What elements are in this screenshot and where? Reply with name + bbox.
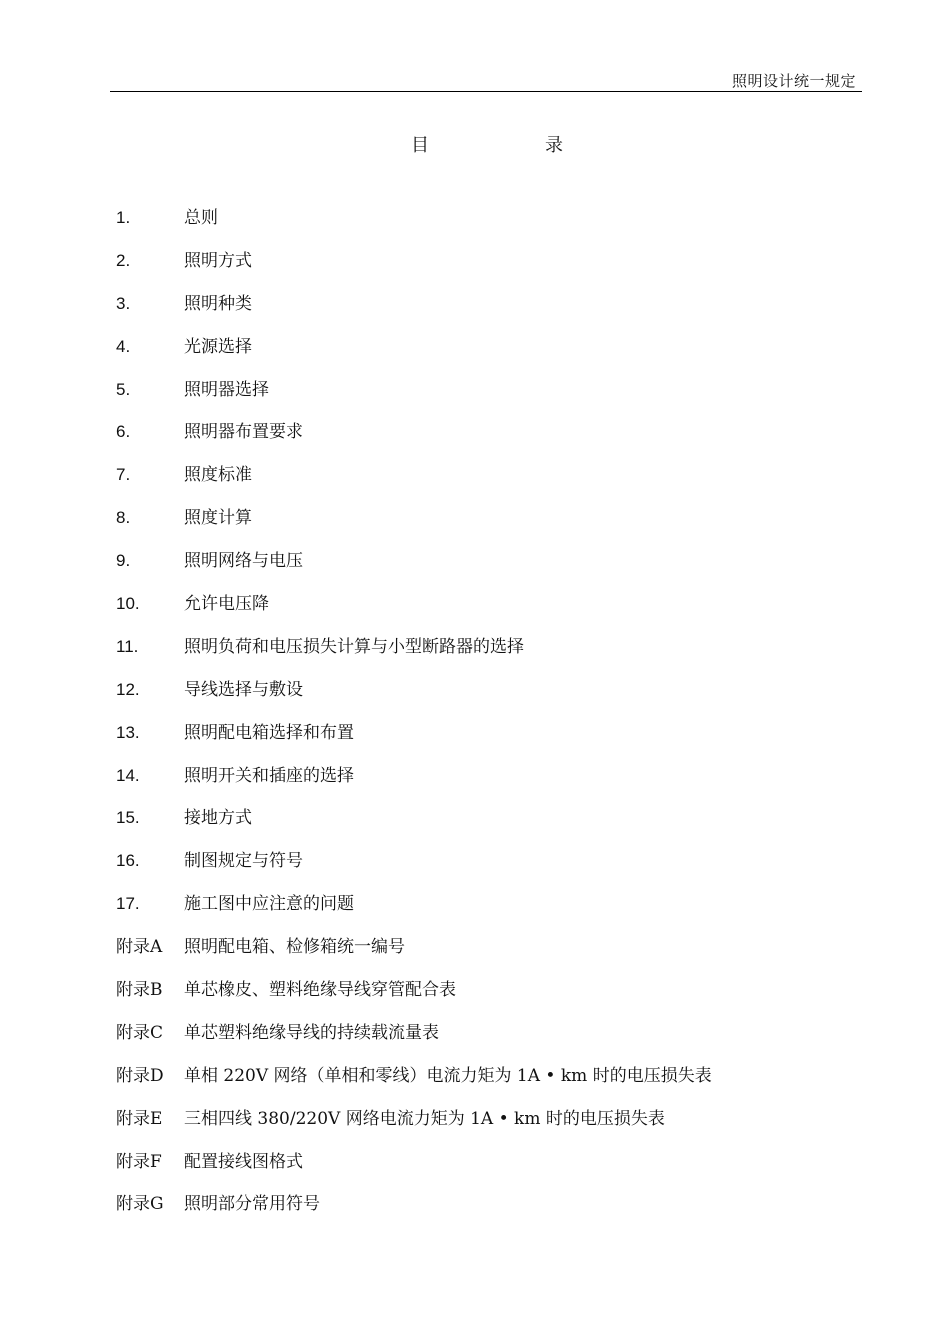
toc-entry-number: 11.	[116, 636, 139, 656]
toc-entry-title: 照明网络与电压	[184, 551, 303, 572]
toc-entry-appendix[interactable]	[116, 934, 712, 977]
toc-entry[interactable]	[116, 205, 712, 248]
toc-entry-title: 照明负荷和电压损失计算与小型断路器的选择	[184, 636, 524, 657]
toc-entry[interactable]	[116, 805, 712, 848]
toc-entry[interactable]	[116, 634, 712, 677]
toc-entry-appendix[interactable]	[116, 1149, 712, 1192]
toc-entry-title: 施工图中应注意的问题	[184, 894, 354, 915]
toc-entry-number: 9.	[116, 551, 131, 571]
toc-entry-title: 照度计算	[184, 508, 252, 529]
toc-entry-number: 8.	[116, 508, 131, 528]
toc-entry-title: 照明种类	[184, 293, 252, 314]
toc-entry[interactable]	[116, 419, 712, 462]
toc-entry-appendix[interactable]	[116, 1191, 712, 1234]
toc-entry-appendix[interactable]	[116, 1106, 712, 1149]
toc-entry-number: 14.	[116, 765, 140, 785]
toc-entry-title: 单芯塑料绝缘导线的持续载流量表	[184, 1022, 439, 1043]
toc-entry-title: 照明方式	[184, 250, 252, 271]
toc-entry-number: 17.	[116, 894, 140, 914]
header-title: 照明设计统一规定	[731, 72, 856, 90]
header-divider	[110, 91, 862, 92]
toc-entry-number: 附录D	[116, 1065, 164, 1086]
toc-entry[interactable]	[116, 548, 712, 591]
toc-entry[interactable]	[116, 462, 712, 505]
toc-entry-number: 3.	[116, 293, 131, 313]
toc-entry-number: 16.	[116, 851, 140, 871]
toc-entry-title: 单相 220V 网络（单相和零线）电流力矩为 1A • km 时的电压损失表	[184, 1065, 712, 1086]
toc-entry-title: 配置接线图格式	[184, 1151, 303, 1172]
toc-entry-number: 附录F	[116, 1151, 162, 1172]
toc-entry-title: 光源选择	[184, 336, 252, 357]
toc-entry-title: 总则	[184, 208, 218, 228]
toc-entry-title: 照明配电箱、检修箱统一编号	[184, 937, 405, 958]
toc-entry-number: 10.	[116, 594, 140, 614]
toc-entry-number: 7.	[116, 465, 131, 485]
toc-entry-title: 照明器选择	[184, 379, 269, 400]
toc-entry-number: 附录C	[116, 1022, 164, 1043]
toc-entry[interactable]	[116, 291, 712, 334]
toc-entry-title: 照明开关和插座的选择	[184, 765, 354, 786]
page-title-char-2: 录	[545, 135, 563, 156]
toc-entry-number: 附录A	[116, 937, 163, 958]
toc-entry[interactable]	[116, 763, 712, 806]
toc-entry-number: 附录E	[116, 1108, 163, 1129]
toc-entry-title: 照度标准	[184, 465, 252, 486]
toc-entry-title: 三相四线 380/220V 网络电流力矩为 1A • km 时的电压损失表	[184, 1108, 665, 1129]
table-of-contents	[116, 205, 712, 1234]
toc-entry[interactable]	[116, 891, 712, 934]
toc-entry[interactable]	[116, 591, 712, 634]
toc-entry-number: 1.	[116, 208, 131, 227]
toc-entry-title: 允许电压降	[184, 594, 269, 615]
toc-entry-number: 附录G	[116, 1194, 164, 1215]
toc-entry-appendix[interactable]	[116, 1063, 712, 1106]
page-title-char-1: 目	[411, 135, 429, 156]
toc-entry-title: 照明配电箱选择和布置	[184, 722, 354, 743]
toc-entry-title: 照明部分常用符号	[184, 1194, 320, 1215]
toc-entry-title: 制图规定与符号	[184, 851, 303, 872]
toc-entry-number: 附录B	[116, 980, 163, 1001]
toc-entry-title: 照明器布置要求	[184, 422, 303, 443]
toc-entry-appendix[interactable]	[116, 1020, 712, 1063]
toc-entry[interactable]	[116, 505, 712, 548]
toc-entry[interactable]	[116, 848, 712, 891]
toc-entry-number: 12.	[116, 679, 140, 699]
toc-entry-number: 6.	[116, 422, 131, 442]
toc-entry-number: 4.	[116, 336, 131, 356]
toc-entry-title: 单芯橡皮、塑料绝缘导线穿管配合表	[184, 980, 456, 1001]
toc-entry-appendix[interactable]	[116, 977, 712, 1020]
toc-entry-title: 导线选择与敷设	[184, 679, 303, 700]
page-title	[0, 131, 950, 157]
toc-entry[interactable]	[116, 248, 712, 291]
toc-entry[interactable]	[116, 334, 712, 377]
toc-entry-number: 5.	[116, 379, 131, 399]
toc-entry-number: 2.	[116, 250, 131, 270]
toc-entry[interactable]	[116, 377, 712, 420]
toc-entry[interactable]	[116, 677, 712, 720]
toc-entry-number: 15.	[116, 808, 140, 828]
toc-entry[interactable]	[116, 720, 712, 763]
toc-entry-title: 接地方式	[184, 808, 252, 829]
toc-entry-number: 13.	[116, 722, 140, 742]
